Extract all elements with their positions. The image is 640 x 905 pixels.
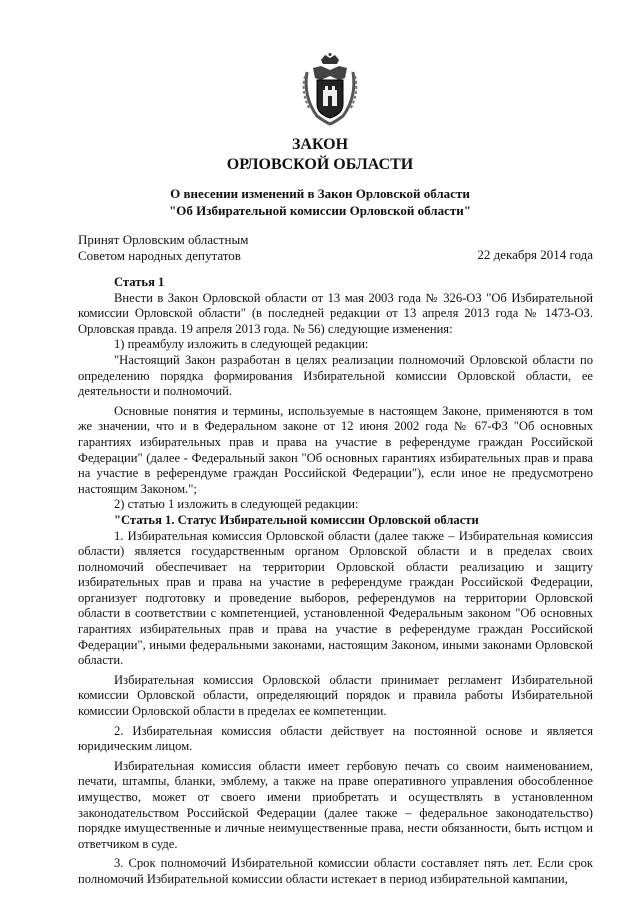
body-paragraph: 2) статью 1 изложить в следующей редакции:	[114, 497, 359, 512]
adoption-block	[78, 232, 248, 263]
law-region: ОРЛОВСКОЙ ОБЛАСТИ	[226, 156, 414, 173]
body-paragraph: "Настоящий Закон разработан в целях реализации полномочий Орловской области по определению порядка формирования Избирательной комиссии Орловской области, ее деятельности и полномочий.	[78, 352, 593, 399]
body-paragraph: 1) преамбулу изложить в следующей редакции:	[114, 337, 369, 352]
body-paragraph: 2. Избирательная комиссия области действует на постоянной основе и является юридическим лицом.	[78, 723, 593, 754]
law-subtitle-line1: О внесении изменений в Закон Орловской области	[170, 186, 470, 201]
body-paragraph: 3. Срок полномочий Избирательной комиссии области составляет пять лет. Если срок полномочий Избирательной комиссии области истекает в период избирательной кампании,	[78, 856, 593, 886]
body-paragraph: Избирательная комиссия Орловской области принимает регламент Избирательной комиссии Орловской области, определяющий порядок и правила работы Избирательной комиссии Орловской области в пределах ее компетенции.	[78, 672, 593, 719]
coat-of-arms-icon	[299, 52, 361, 126]
body-paragraph: Основные понятия и термины, используемые в настоящем Законе, применяются в том же значении, что и в Федеральном законе от 12 июня 2002 года № 67-ФЗ "Об основных гарантиях избирательных прав и права на участие в референдуме граждан Российской Федерации" (далее - Федеральный закон "Об основных гарантиях избирательных прав и права на участие в референдуме граждан Российской Федерации"), если иное не предусмотрено настоящим Законом.";	[78, 403, 593, 496]
article-heading: "Статья 1. Статус Избирательной комиссии Орловской области	[114, 512, 479, 527]
article-heading: Статья 1	[114, 275, 165, 289]
law-title: ЗАКОН	[291, 136, 349, 153]
body-paragraph: Избирательная комиссия области имеет гербовую печать со своим наименованием, печати, штампы, бланки, эмблему, а также на праве оперативного управления обособленное имущество, может от своего имени приобретать и осуществлять в установленном законодательством Российской Федерации (далее также – федеральное законодательство) порядке имущественные и личные неимущественные права, нести обязанности, быть истцом и ответчиком в суде.	[78, 758, 593, 851]
adoption-date: 22 декабря 2014 года	[477, 247, 593, 262]
document-body	[78, 275, 593, 888]
adoption-line2: Советом народных депутатов	[78, 247, 241, 263]
law-subtitle-line2: "Об Избирательной комиссии Орловской области"	[169, 203, 471, 218]
body-paragraph: 1. Избирательная комиссия Орловской области (далее также – Избирательная комиссия области) является государственным органом Орловской области и в пределах своих полномочий обеспечивает на территории Орловской области реализацию и защиту избирательных прав и права на участие в референдуме граждан Российской Федерации, организует подготовку и проведение выборов, референдумов на территории Орловской области в соответствии с компетенцией, установленной Федеральным законом "Об основных гарантиях избирательных прав и права на участие в референдуме граждан Российской Федерации", иными федеральными законами, настоящим Законом, иными законами Орловской области.	[78, 528, 593, 668]
body-paragraph: Внести в Закон Орловской области от 13 мая 2003 года № 326-ОЗ "Об Избирательной комиссии Орловской области" (в последней редакции от 13 апреля 2013 года № 1473-ОЗ. Орловская правда. 19 апреля 2013 года. № 56) следующие изменения:	[78, 290, 593, 336]
adoption-line1: Принят Орловским областным	[78, 232, 249, 247]
